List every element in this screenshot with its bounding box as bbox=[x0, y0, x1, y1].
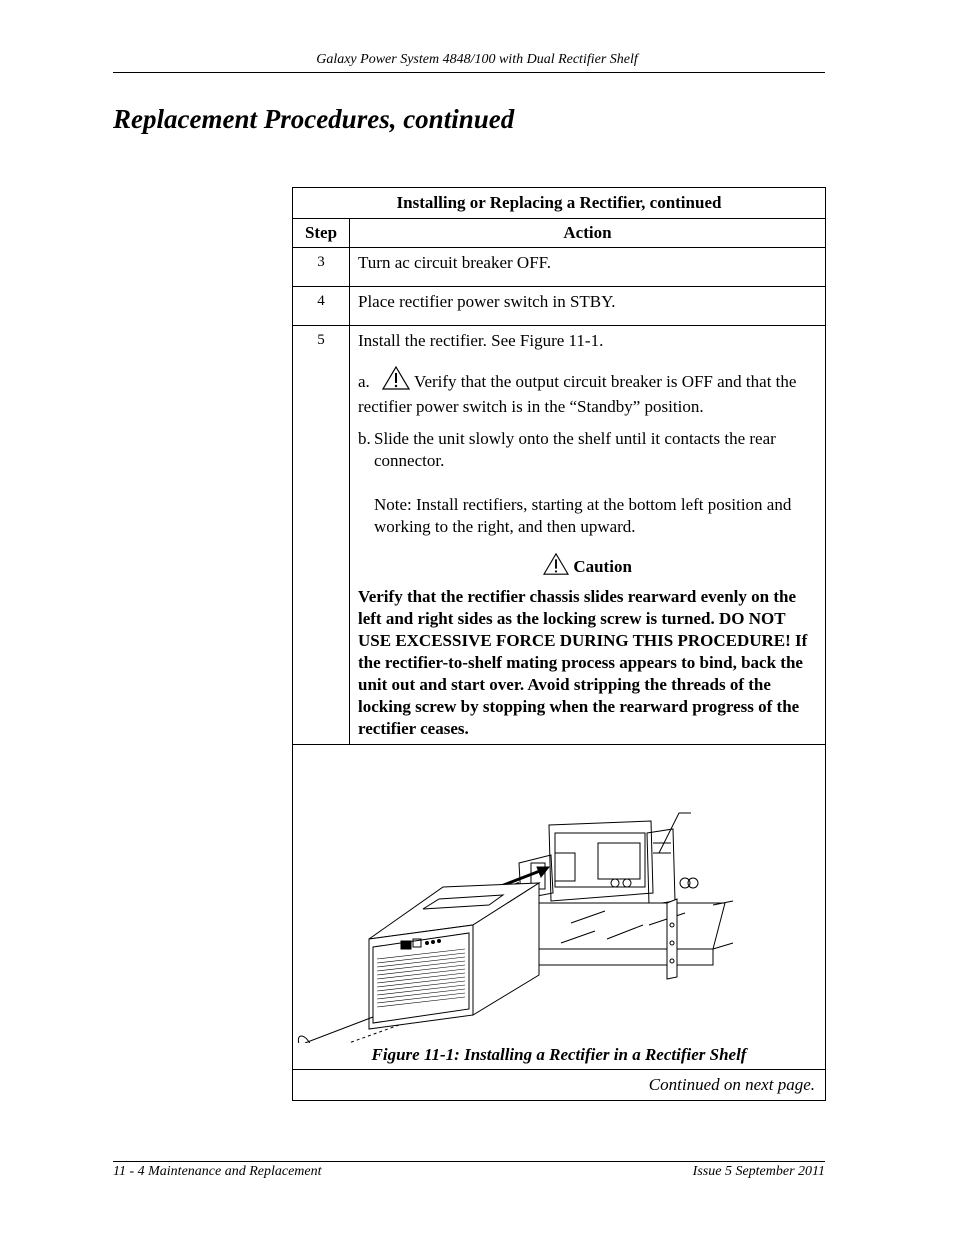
column-header-action: Action bbox=[350, 219, 826, 248]
substep-label: b. bbox=[358, 429, 371, 448]
figure-caption: Figure 11-1: Installing a Rectifier in a Rectifier Shelf bbox=[371, 1045, 747, 1064]
table-row bbox=[293, 287, 826, 326]
substep-text: Verify that the output circuit breaker is OFF and that the rectifier power switch is in the “Standby” position. bbox=[358, 372, 797, 416]
substep-label: a. bbox=[358, 372, 370, 391]
table-row bbox=[293, 248, 826, 287]
running-header: Galaxy Power System 4848/100 with Dual Rectifier Shelf bbox=[316, 52, 638, 67]
step-number: 4 bbox=[293, 287, 350, 326]
footer-section: 11 - 4 Maintenance and Replacement bbox=[113, 1164, 322, 1179]
figure-cell bbox=[293, 745, 826, 1070]
step-number: 5 bbox=[293, 326, 350, 745]
procedure-table bbox=[292, 187, 826, 1101]
step-number: 3 bbox=[293, 248, 350, 287]
figure-row bbox=[293, 745, 826, 1070]
rectifier-installation-illustration bbox=[293, 753, 827, 1043]
step-action: Place rectifier power switch in STBY. bbox=[350, 287, 826, 326]
footer-issue: Issue 5 September 2011 bbox=[692, 1164, 825, 1179]
table-footer-row bbox=[293, 1070, 826, 1101]
footer-divider bbox=[113, 1161, 825, 1162]
step-action: Turn ac circuit breaker OFF. bbox=[350, 248, 826, 287]
step-action: Install the rectifier. See Figure 11-1. bbox=[358, 331, 604, 350]
table-title: Installing or Replacing a Rectifier, continued bbox=[293, 188, 826, 219]
column-header-step: Step bbox=[293, 219, 350, 248]
table-row bbox=[293, 326, 826, 745]
caution-icon bbox=[543, 557, 573, 576]
substep-a bbox=[358, 366, 817, 418]
step-action-block bbox=[350, 326, 826, 745]
caution-label: Caution bbox=[573, 557, 632, 576]
caution-text: Verify that the rectifier chassis slides rearward evenly on the left and right sides as the locking screw is turned. DO NOT USE EXCESSIVE FORCE DURING THIS PROCEDURE! If the rectifier-to-shelf mating process appears to bind, back the unit out and start over. Avoid stripping the threads of the locking screw by stopping when the rearward progress of the rectifier ceases. bbox=[358, 587, 808, 738]
substep-text: Slide the unit slowly onto the shelf until it contacts the rear connector. bbox=[374, 429, 776, 470]
warning-icon bbox=[382, 366, 410, 396]
continued-note: Continued on next page. bbox=[293, 1070, 826, 1101]
header-divider bbox=[113, 72, 825, 73]
install-note: Note: Install rectifiers, starting at the bottom left position and working to the right, and then upward. bbox=[374, 495, 792, 536]
caution-heading bbox=[358, 552, 817, 578]
page-title: Replacement Procedures, continued bbox=[113, 104, 515, 134]
substep-b bbox=[358, 428, 817, 472]
